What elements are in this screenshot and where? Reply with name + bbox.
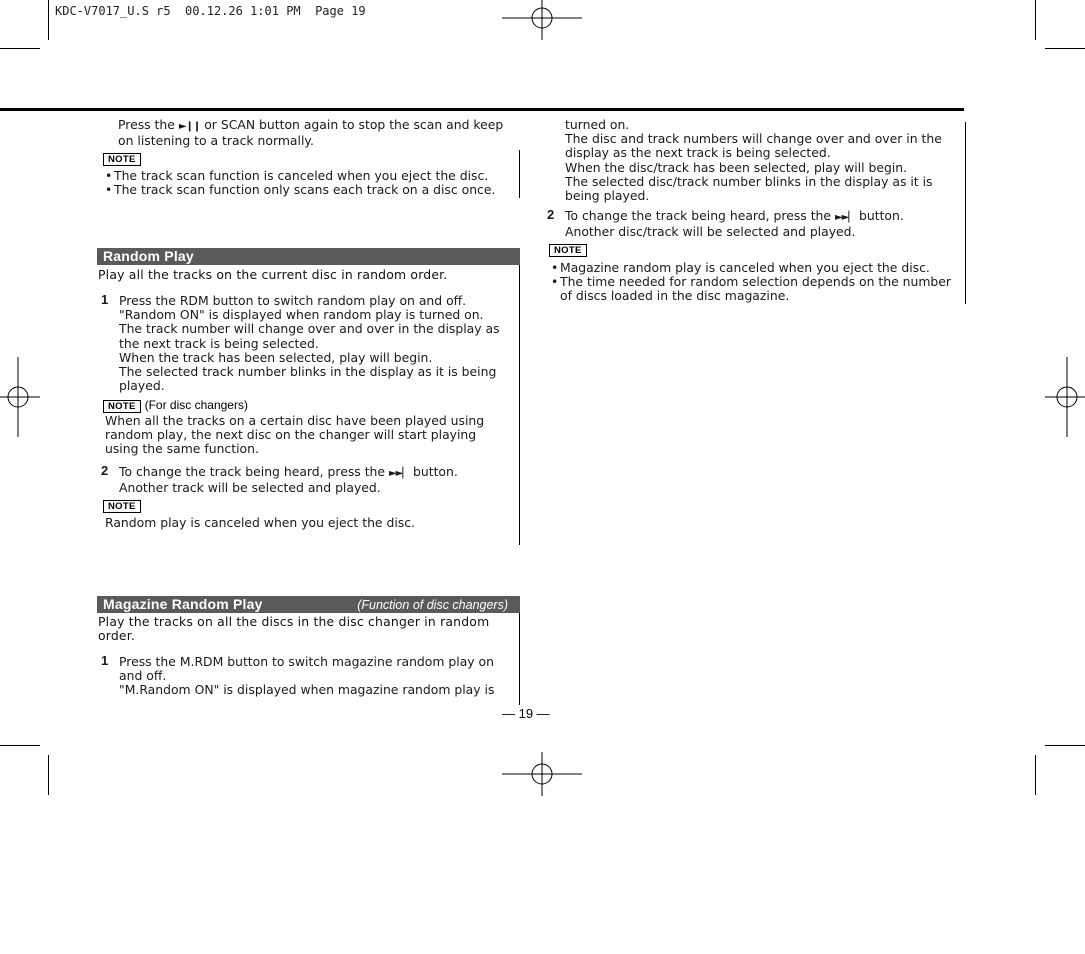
scan-note-list (103, 169, 513, 197)
list-item: • The time needed for random selection depends on the number of discs loaded in the disc magazine. (549, 275, 954, 303)
magazine-random-play-heading (97, 596, 520, 613)
section-title: Magazine Random Play (103, 596, 263, 612)
right-column-rule (965, 122, 966, 304)
random-play-note-2 (103, 498, 508, 530)
random-play-step-1: 1 Press the RDM button to switch random play on and off. "Random ON" is displayed when random play is turned on. The track number will change over and over in the display as the next track is being selected. When the track has been selected, play will begin. The selected track number blinks in the display as it is being played. (101, 292, 500, 394)
left-column-rule-1 (519, 150, 520, 198)
registration-mark-right (1045, 357, 1085, 437)
list-item: • The track scan function only scans each track on a disc once. (103, 183, 513, 197)
scan-continued-text: Press the ►❙❙ or SCAN button again to stop the scan and keep on listening to a track normally. (118, 117, 504, 149)
next-track-icon: ►►▏ (834, 212, 856, 223)
note-text: Random play is canceled when you eject the disc. (105, 515, 416, 530)
registration-mark-top (502, 0, 582, 40)
magazine-notes (549, 242, 954, 304)
scan-notes (103, 151, 513, 197)
magazine-random-play-step-1: 1 Press the M.RDM button to switch magazine random play on and off. "M.Random ON" is displayed when magazine random play is (101, 653, 495, 698)
note-badge: NOTE (549, 244, 587, 257)
random-play-intro: Play all the tracks on the current disc in random order. (98, 267, 448, 282)
note-badge: NOTE (103, 500, 141, 513)
print-slug: KDC-V7017_U.S r5 00.12.26 1:01 PM Page 19 (55, 4, 366, 18)
random-play-step-2: 2 To change the track being heard, press the ►►▏ button. Another track will be selected and played. (101, 463, 458, 496)
step-number: 2 (101, 463, 109, 478)
registration-mark-bottom (502, 752, 582, 796)
magazine-note-list (549, 261, 954, 304)
next-track-icon: ►►▏ (388, 468, 410, 479)
page-number: — 19 — (502, 706, 550, 721)
note-text: When all the tracks on a certain disc have been played using random play, the next disc on the changer will start playing using the same function. (105, 413, 485, 457)
magazine-step-1-continued: turned on. The disc and track numbers will change over and over in the display as the next track is being selected. When the disc/track has been selected, play will begin. The selected disc/track number blinks in the display as it is being played. (565, 117, 942, 204)
note-qualifier: (For disc changers) (144, 398, 248, 412)
section-subtitle: (Function of disc changers) (357, 598, 508, 612)
magazine-step-2: 2 To change the track being heard, press the ►►▏ button. Another disc/track will be selected and played. (547, 207, 904, 240)
random-play-note-1 (103, 398, 508, 457)
left-column-rule-2 (519, 265, 520, 545)
registration-mark-left (0, 357, 40, 437)
random-play-heading (97, 248, 520, 265)
list-item: • The track scan function is canceled when you eject the disc. (103, 169, 513, 183)
list-item: • Magazine random play is canceled when you eject the disc. (549, 261, 954, 275)
note-badge: NOTE (103, 400, 141, 413)
top-rule (0, 108, 964, 111)
magazine-random-play-intro: Play the tracks on all the discs in the disc changer in random order. (98, 614, 490, 644)
left-column-rule-3 (519, 613, 520, 705)
step-number: 1 (101, 653, 109, 668)
play-pause-icon: ►❙❙ (178, 121, 201, 132)
note-badge: NOTE (103, 153, 141, 166)
step-number: 2 (547, 207, 555, 222)
step-number: 1 (101, 292, 109, 307)
scan-continued-block (118, 118, 510, 148)
section-title: Random Play (103, 248, 194, 264)
